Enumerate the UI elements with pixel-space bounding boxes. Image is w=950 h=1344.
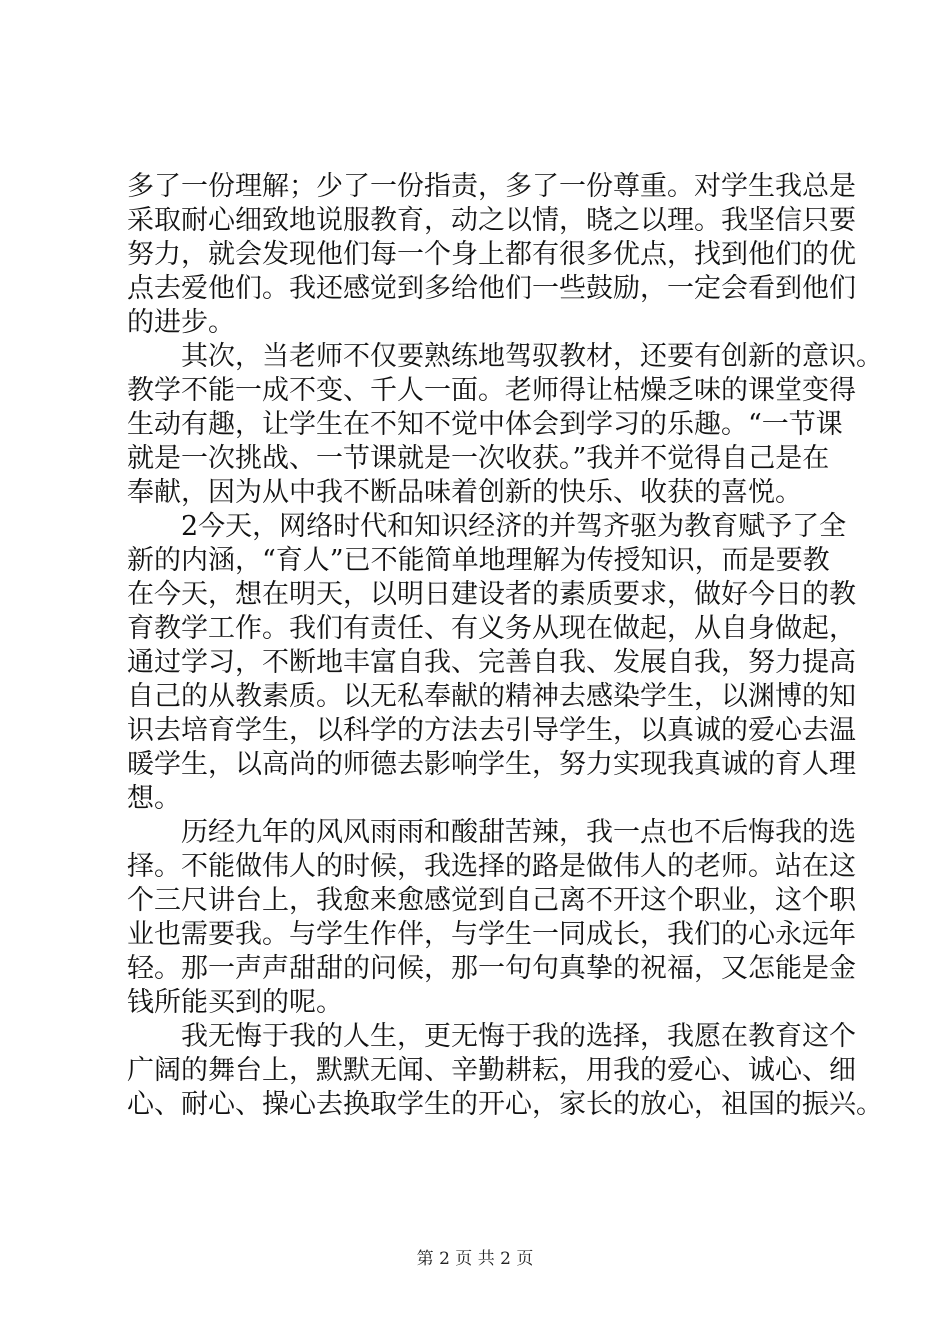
text-line: 暖学生，以高尚的师德去影响学生，努力实现我真诚的育人理 [127, 749, 856, 780]
text-line: 想。 [127, 783, 181, 814]
text-line: 业也需要我。与学生作伴，与学生一同成长，我们的心永远年 [127, 919, 856, 950]
text-line: 生动有趣，让学生在不知不觉中体会到学习的乐趣。“一节课 [127, 409, 843, 440]
text-line: 心、耐心、操心去换取学生的开心，家长的放心，祖国的振兴。 [127, 1089, 883, 1120]
text-line: 教学不能一成不变、千人一面。老师得让枯燥乏味的课堂变得 [127, 375, 856, 406]
text-line: 择。不能做伟人的时候，我选择的路是做伟人的老师。站在这 [127, 851, 856, 882]
text-line: 就是一次挑战、一节课就是一次收获。”我并不觉得自己是在 [127, 443, 830, 474]
text-line: 2今天，网络时代和知识经济的并驾齐驱为教育赋予了全 [127, 511, 847, 542]
text-line: 奉献，因为从中我不断品味着创新的快乐、收获的喜悦。 [127, 477, 802, 508]
text-line: 广阔的舞台上，默默无闻、辛勤耕耘，用我的爱心、诚心、细 [127, 1055, 856, 1086]
text-line: 个三尺讲台上，我愈来愈感觉到自己离不开这个职业，这个职 [127, 885, 856, 916]
text-line: 采取耐心细致地说服教育，动之以情，晓之以理。我坚信只要 [127, 205, 856, 236]
text-line: 新的内涵，“育人”已不能简单地理解为传授知识，而是要教 [127, 545, 830, 576]
body-text [127, 170, 883, 1122]
text-line: 其次，当老师不仅要熟练地驾驭教材，还要有创新的意识。 [127, 341, 883, 372]
text-line: 的进步。 [127, 307, 235, 338]
text-line: 轻。那一声声甜甜的问候，那一句句真挚的祝福，又怎能是金 [127, 953, 856, 984]
text-line: 历经九年的风风雨雨和酸甜苦辣，我一点也不后悔我的选 [127, 817, 856, 848]
text-line: 通过学习，不断地丰富自我、完善自我、发展自我，努力提高 [127, 647, 856, 678]
text-line: 钱所能买到的呢。 [127, 987, 343, 1018]
page-number-footer: 第 2 页 共 2 页 [416, 1249, 534, 1269]
text-line: 自己的从教素质。以无私奉献的精神去感染学生，以渊博的知 [127, 681, 856, 712]
text-line: 努力，就会发现他们每一个身上都有很多优点，找到他们的优 [127, 239, 856, 270]
text-line: 育教学工作。我们有责任、有义务从现在做起，从自身做起， [127, 613, 856, 644]
text-line: 识去培育学生，以科学的方法去引导学生，以真诚的爱心去温 [127, 715, 856, 746]
text-line: 在今天，想在明天，以明日建设者的素质要求，做好今日的教 [127, 579, 856, 610]
text-line: 我无悔于我的人生，更无悔于我的选择，我愿在教育这个 [127, 1021, 856, 1052]
text-line: 多了一份理解；少了一份指责，多了一份尊重。对学生我总是 [127, 171, 856, 202]
text-line: 点去爱他们。我还感觉到多给他们一些鼓励，一定会看到他们 [127, 273, 856, 304]
